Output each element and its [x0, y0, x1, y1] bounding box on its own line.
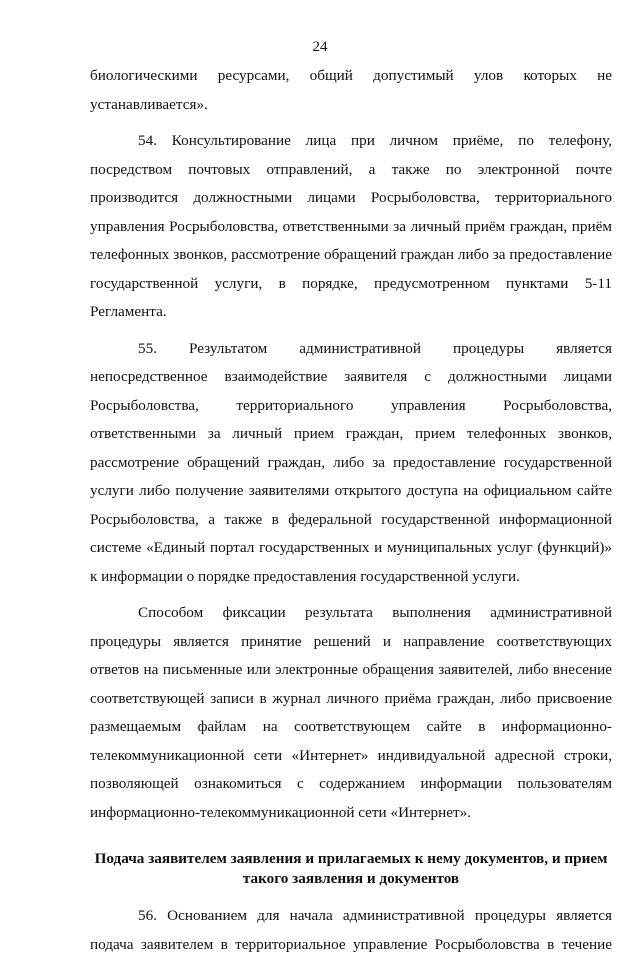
paragraph-continuation: биологическими ресурсами, общий допустимый улов которых не устанавливается».	[90, 67, 612, 113]
paragraph-fixation-method: Способом фиксации результата выполнения административной процедуры является принятие решений и направление соответствующих ответов на письменные или электронные обращения заявителей, либо внесение соответствующей записи в журнал личного приёма граждан, либо присвоение размещаемым файлам на соответствующем сайте в информационно-телекоммуникационной сети «Интернет» индивидуальной адресной строки, позволяющей ознакомиться с содержанием информации пользователям информационно-телекоммуникационной сети «Интернет».	[90, 604, 612, 821]
section-heading-line-1: Подача заявителем заявления и прилагаемых к нему документов, и прием	[94, 850, 608, 867]
document-body	[90, 62, 612, 959]
paragraph-56: 56. Основанием для начала административной процедуры является подача заявителем в территориальное управление Росрыболовства в течение	[90, 907, 612, 953]
paragraph-54: 54. Консультирование лица при личном приёме, по телефону, посредством почтовых отправлений, а также по электронной почте производится должностными лицами Росрыболовства, территориального управления Росрыболовства, ответственными за личный приём граждан, приём телефонных звонков, рассмотрение обращений граждан либо за предоставление государственной услуги, в порядке, предусмотренном пунктами 5-11 Регламента.	[90, 132, 612, 320]
section-heading	[90, 849, 612, 889]
paragraph-55: 55. Результатом административной процедуры является непосредственное взаимодействие заявителя с должностными лицами Росрыболовства, территориального управления Росрыболовства, ответственными за личный прием граждан, прием телефонных звонков, рассмотрение обращений граждан, либо за предоставление государственной услуги либо получение заявителями открытого доступа на официальном сайте Росрыболовства, а также в федеральной государственной информационной системе «Единый портал государственных и муниципальных услуг (функций)» к информации о порядке предоставления государственной услуги.	[90, 339, 612, 585]
section-heading-line-2: такого заявления и документов	[242, 870, 460, 887]
page-number: 24	[312, 39, 328, 55]
